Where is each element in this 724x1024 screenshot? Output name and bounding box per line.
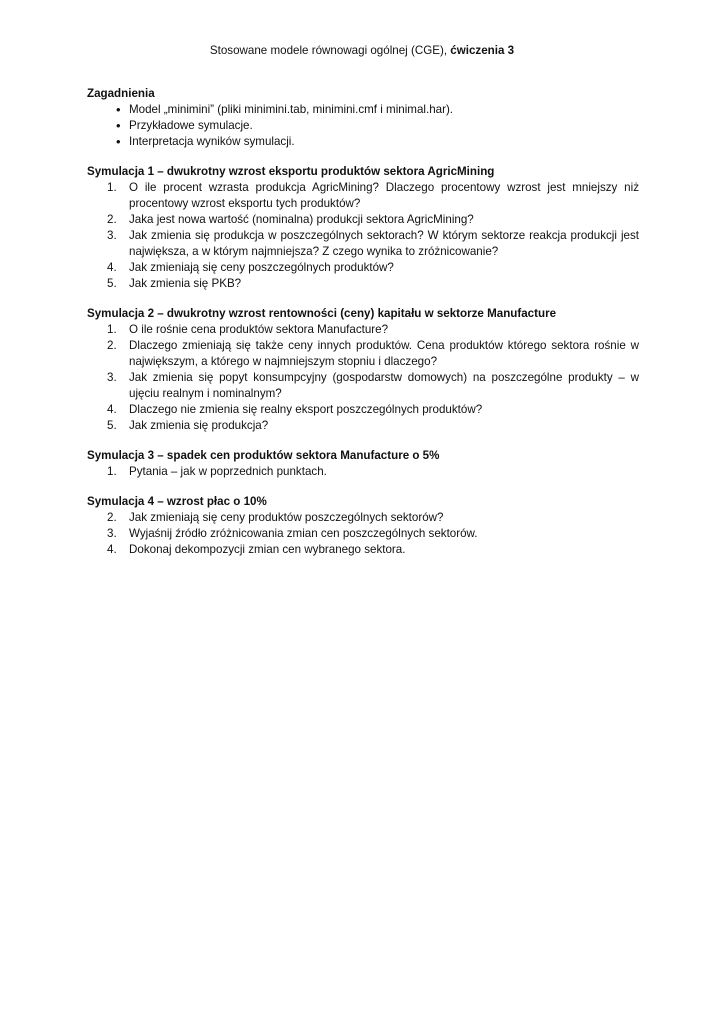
section-zagadnienia <box>87 86 639 150</box>
bullet-item <box>87 102 639 118</box>
item-text: Pytania – jak w poprzednich punktach. <box>129 465 327 478</box>
bullet-icon: • <box>116 134 121 149</box>
list-item <box>87 510 639 526</box>
section-title: Symulacja 2 – dwukrotny wzrost rentowności (ceny) kapitału w sektorze Manufacture <box>87 307 557 320</box>
item-number: 1. <box>107 323 117 336</box>
header-title: Stosowane modele równowagi ogólnej (CGE), <box>209 44 448 57</box>
document-header <box>0 44 724 58</box>
item-text: Wyjaśnij źródło zróżnicowania zmian cen poszczególnych sektorów. <box>129 527 478 540</box>
item-text: Jak zmienia się produkcja? <box>129 419 269 432</box>
list-item <box>87 180 639 212</box>
item-number: 2. <box>107 339 117 352</box>
item-number: 2. <box>107 213 117 226</box>
section-symulacja-1 <box>87 164 639 292</box>
item-text: Dlaczego zmieniają się także ceny innych produktów. Cena produktów którego sektora rośnie w największym, a którego w najmniejszym stopniu i dlaczego? <box>129 339 639 368</box>
item-number: 3. <box>107 371 117 384</box>
list-item <box>87 228 639 260</box>
item-text: Dlaczego nie zmienia się realny eksport poszczególnych produktów? <box>129 403 483 416</box>
section-symulacja-3 <box>87 448 639 480</box>
list-item <box>87 322 639 338</box>
item-text: O ile procent wzrasta produkcja AgricMining? Dlaczego procentowy wzrost jest mniejszy niż procentowy wzrost eksportu tych produktów? <box>129 181 639 210</box>
header-title-bold: ćwiczenia 3 <box>450 44 515 57</box>
item-number: 5. <box>107 277 117 290</box>
bullet-icon: • <box>116 102 121 117</box>
bullet-text: Interpretacja wyników symulacji. <box>129 135 295 148</box>
item-number: 1. <box>107 465 117 478</box>
bullet-text: Przykładowe symulacje. <box>129 119 253 132</box>
bullet-list <box>87 102 639 150</box>
item-number: 2. <box>107 511 117 524</box>
list-item <box>87 212 639 228</box>
item-text: Jaka jest nowa wartość (nominalna) produkcji sektora AgricMining? <box>129 213 474 226</box>
item-number: 4. <box>107 261 117 274</box>
section-title: Symulacja 4 – wzrost płac o 10% <box>87 495 267 508</box>
item-number: 4. <box>107 403 117 416</box>
bullet-icon: • <box>116 118 121 133</box>
item-text: Jak zmienia się PKB? <box>129 277 242 290</box>
numbered-list <box>87 180 639 292</box>
item-text: O ile rośnie cena produktów sektora Manufacture? <box>129 323 389 336</box>
section-title: Zagadnienia <box>87 87 155 100</box>
section-title: Symulacja 1 – dwukrotny wzrost eksportu produktów sektora AgricMining <box>87 165 495 178</box>
item-number: 3. <box>107 229 117 242</box>
item-text: Jak zmienia się popyt konsumpcyjny (gospodarstw domowych) na poszczególne produkty – w ujęciu realnym i nominalnym? <box>129 371 639 400</box>
bullet-item <box>87 118 639 134</box>
document-body <box>87 86 639 572</box>
bullet-item <box>87 134 639 150</box>
list-item <box>87 402 639 418</box>
numbered-list <box>87 464 639 480</box>
item-text: Dokonaj dekompozycji zmian cen wybranego sektora. <box>129 543 406 556</box>
list-item <box>87 526 639 542</box>
list-item <box>87 418 639 434</box>
item-text: Jak zmieniają się ceny produktów poszczególnych sektorów? <box>129 511 444 524</box>
section-symulacja-2 <box>87 306 639 434</box>
list-item <box>87 338 639 370</box>
bullet-text: Model „minimini” (pliki minimini.tab, minimini.cmf i minimal.har). <box>129 103 454 116</box>
list-item <box>87 276 639 292</box>
list-item <box>87 464 639 480</box>
numbered-list <box>87 322 639 434</box>
item-number: 4. <box>107 543 117 556</box>
item-number: 5. <box>107 419 117 432</box>
item-text: Jak zmieniają się ceny poszczególnych produktów? <box>129 261 394 274</box>
item-text: Jak zmienia się produkcja w poszczególnych sektorach? W którym sektorze reakcja produkcji jest największa, a w którym najmniejsza? Z czego wynika to zróżnicowanie? <box>129 229 639 258</box>
section-title: Symulacja 3 – spadek cen produktów sektora Manufacture o 5% <box>87 449 440 462</box>
list-item <box>87 260 639 276</box>
item-number: 1. <box>107 181 117 194</box>
item-number: 3. <box>107 527 117 540</box>
list-item <box>87 370 639 402</box>
section-symulacja-4 <box>87 494 639 558</box>
numbered-list <box>87 510 639 558</box>
list-item <box>87 542 639 558</box>
